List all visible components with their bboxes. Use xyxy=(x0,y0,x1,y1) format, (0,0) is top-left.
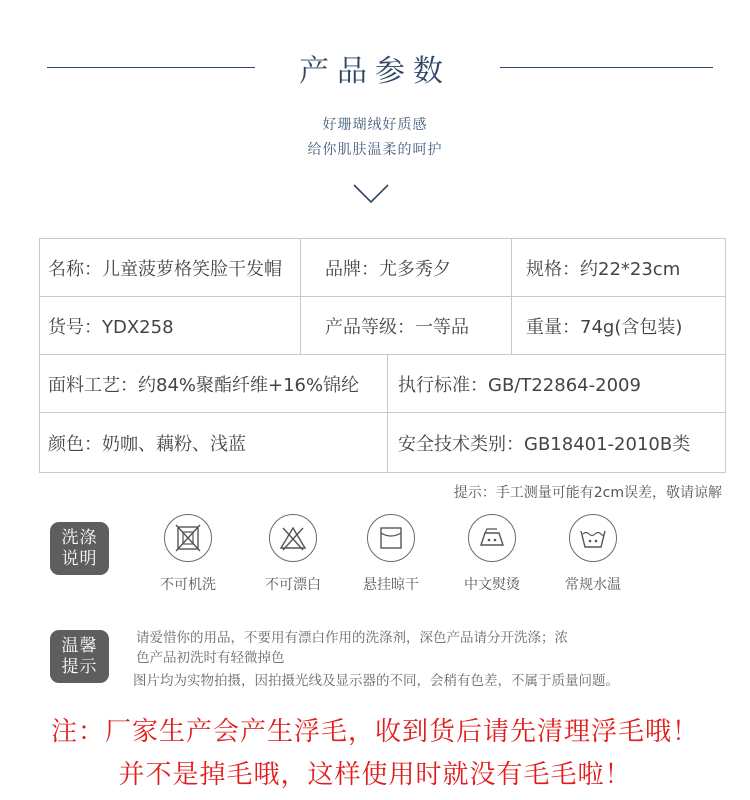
warm-tip-line-3: 图片均为实物拍摄，因拍摄光线及显示器的不同，会稍有色差，不属于质量问题。 xyxy=(133,673,619,689)
subtitle-line-2: 给你肌肤温柔的呵护 xyxy=(307,142,443,158)
chevron-down-icon xyxy=(352,182,390,206)
param-fabric: 面料工艺：约84%聚酯纤维+16%锦纶 xyxy=(40,355,388,413)
param-item-no: 货号：YDX258 xyxy=(40,297,301,355)
badge-line: 洗涤 xyxy=(61,527,98,548)
param-safety: 安全技术类别：GB18401-2010B类 xyxy=(388,413,726,473)
care-label: 中文熨烫 xyxy=(464,577,520,593)
page-title: 产品参数 xyxy=(299,54,451,89)
care-item-iron xyxy=(447,514,537,594)
warm-tip-line-2: 色产品初洗时有轻微掉色 xyxy=(136,650,285,666)
care-label: 不可机洗 xyxy=(160,577,216,593)
param-grade: 产品等级：一等品 xyxy=(301,297,512,355)
care-label: 常规水温 xyxy=(565,577,621,593)
param-color: 颜色：奶咖、藕粉、浅蓝 xyxy=(40,413,388,473)
notice-line-2: 并不是掉毛哦，这样使用时就没有毛毛啦！ xyxy=(118,760,632,790)
param-weight: 重量：74g(含包装) xyxy=(512,297,726,355)
care-label: 悬挂晾干 xyxy=(363,577,419,593)
measurement-tip: 提示：手工测量可能有2cm误差，敬请谅解 xyxy=(453,485,722,501)
table-row xyxy=(40,355,726,413)
care-item-water-temp xyxy=(548,514,638,594)
param-brand: 品牌：尤多秀夕 xyxy=(301,239,512,297)
param-name: 名称：儿童菠萝格笑脸干发帽 xyxy=(40,239,301,297)
badge-line: 温馨 xyxy=(61,635,98,656)
warm-tip-line-1: 请爱惜你的用品，不要用有漂白作用的洗涤剂，深色产品请分开洗涤；浓 xyxy=(136,630,568,646)
table-row xyxy=(40,413,726,473)
care-item-line-dry xyxy=(346,514,436,594)
notice-line-1: 注：厂家生产会产生浮毛，收到货后请先清理浮毛哦！ xyxy=(50,717,699,747)
wash-instructions-badge xyxy=(50,522,109,575)
badge-line: 说明 xyxy=(61,548,98,569)
no-bleach-icon xyxy=(269,514,317,562)
warm-tips-badge xyxy=(50,630,109,683)
param-size: 规格：约22*23cm xyxy=(512,239,726,297)
care-item-no-bleach xyxy=(248,514,338,594)
parameters-table xyxy=(39,238,726,473)
iron-medium-icon xyxy=(468,514,516,562)
badge-line: 提示 xyxy=(61,656,98,677)
care-item-no-machine-wash xyxy=(143,514,233,594)
care-label: 不可漂白 xyxy=(265,577,321,593)
param-standard: 执行标准：GB/T22864-2009 xyxy=(388,355,726,413)
line-dry-icon xyxy=(367,514,415,562)
no-machine-wash-icon xyxy=(164,514,212,562)
table-row xyxy=(40,239,726,297)
table-row xyxy=(40,297,726,355)
subtitle-line-1: 好珊瑚绒好质感 xyxy=(322,117,428,133)
normal-water-temp-icon xyxy=(569,514,617,562)
